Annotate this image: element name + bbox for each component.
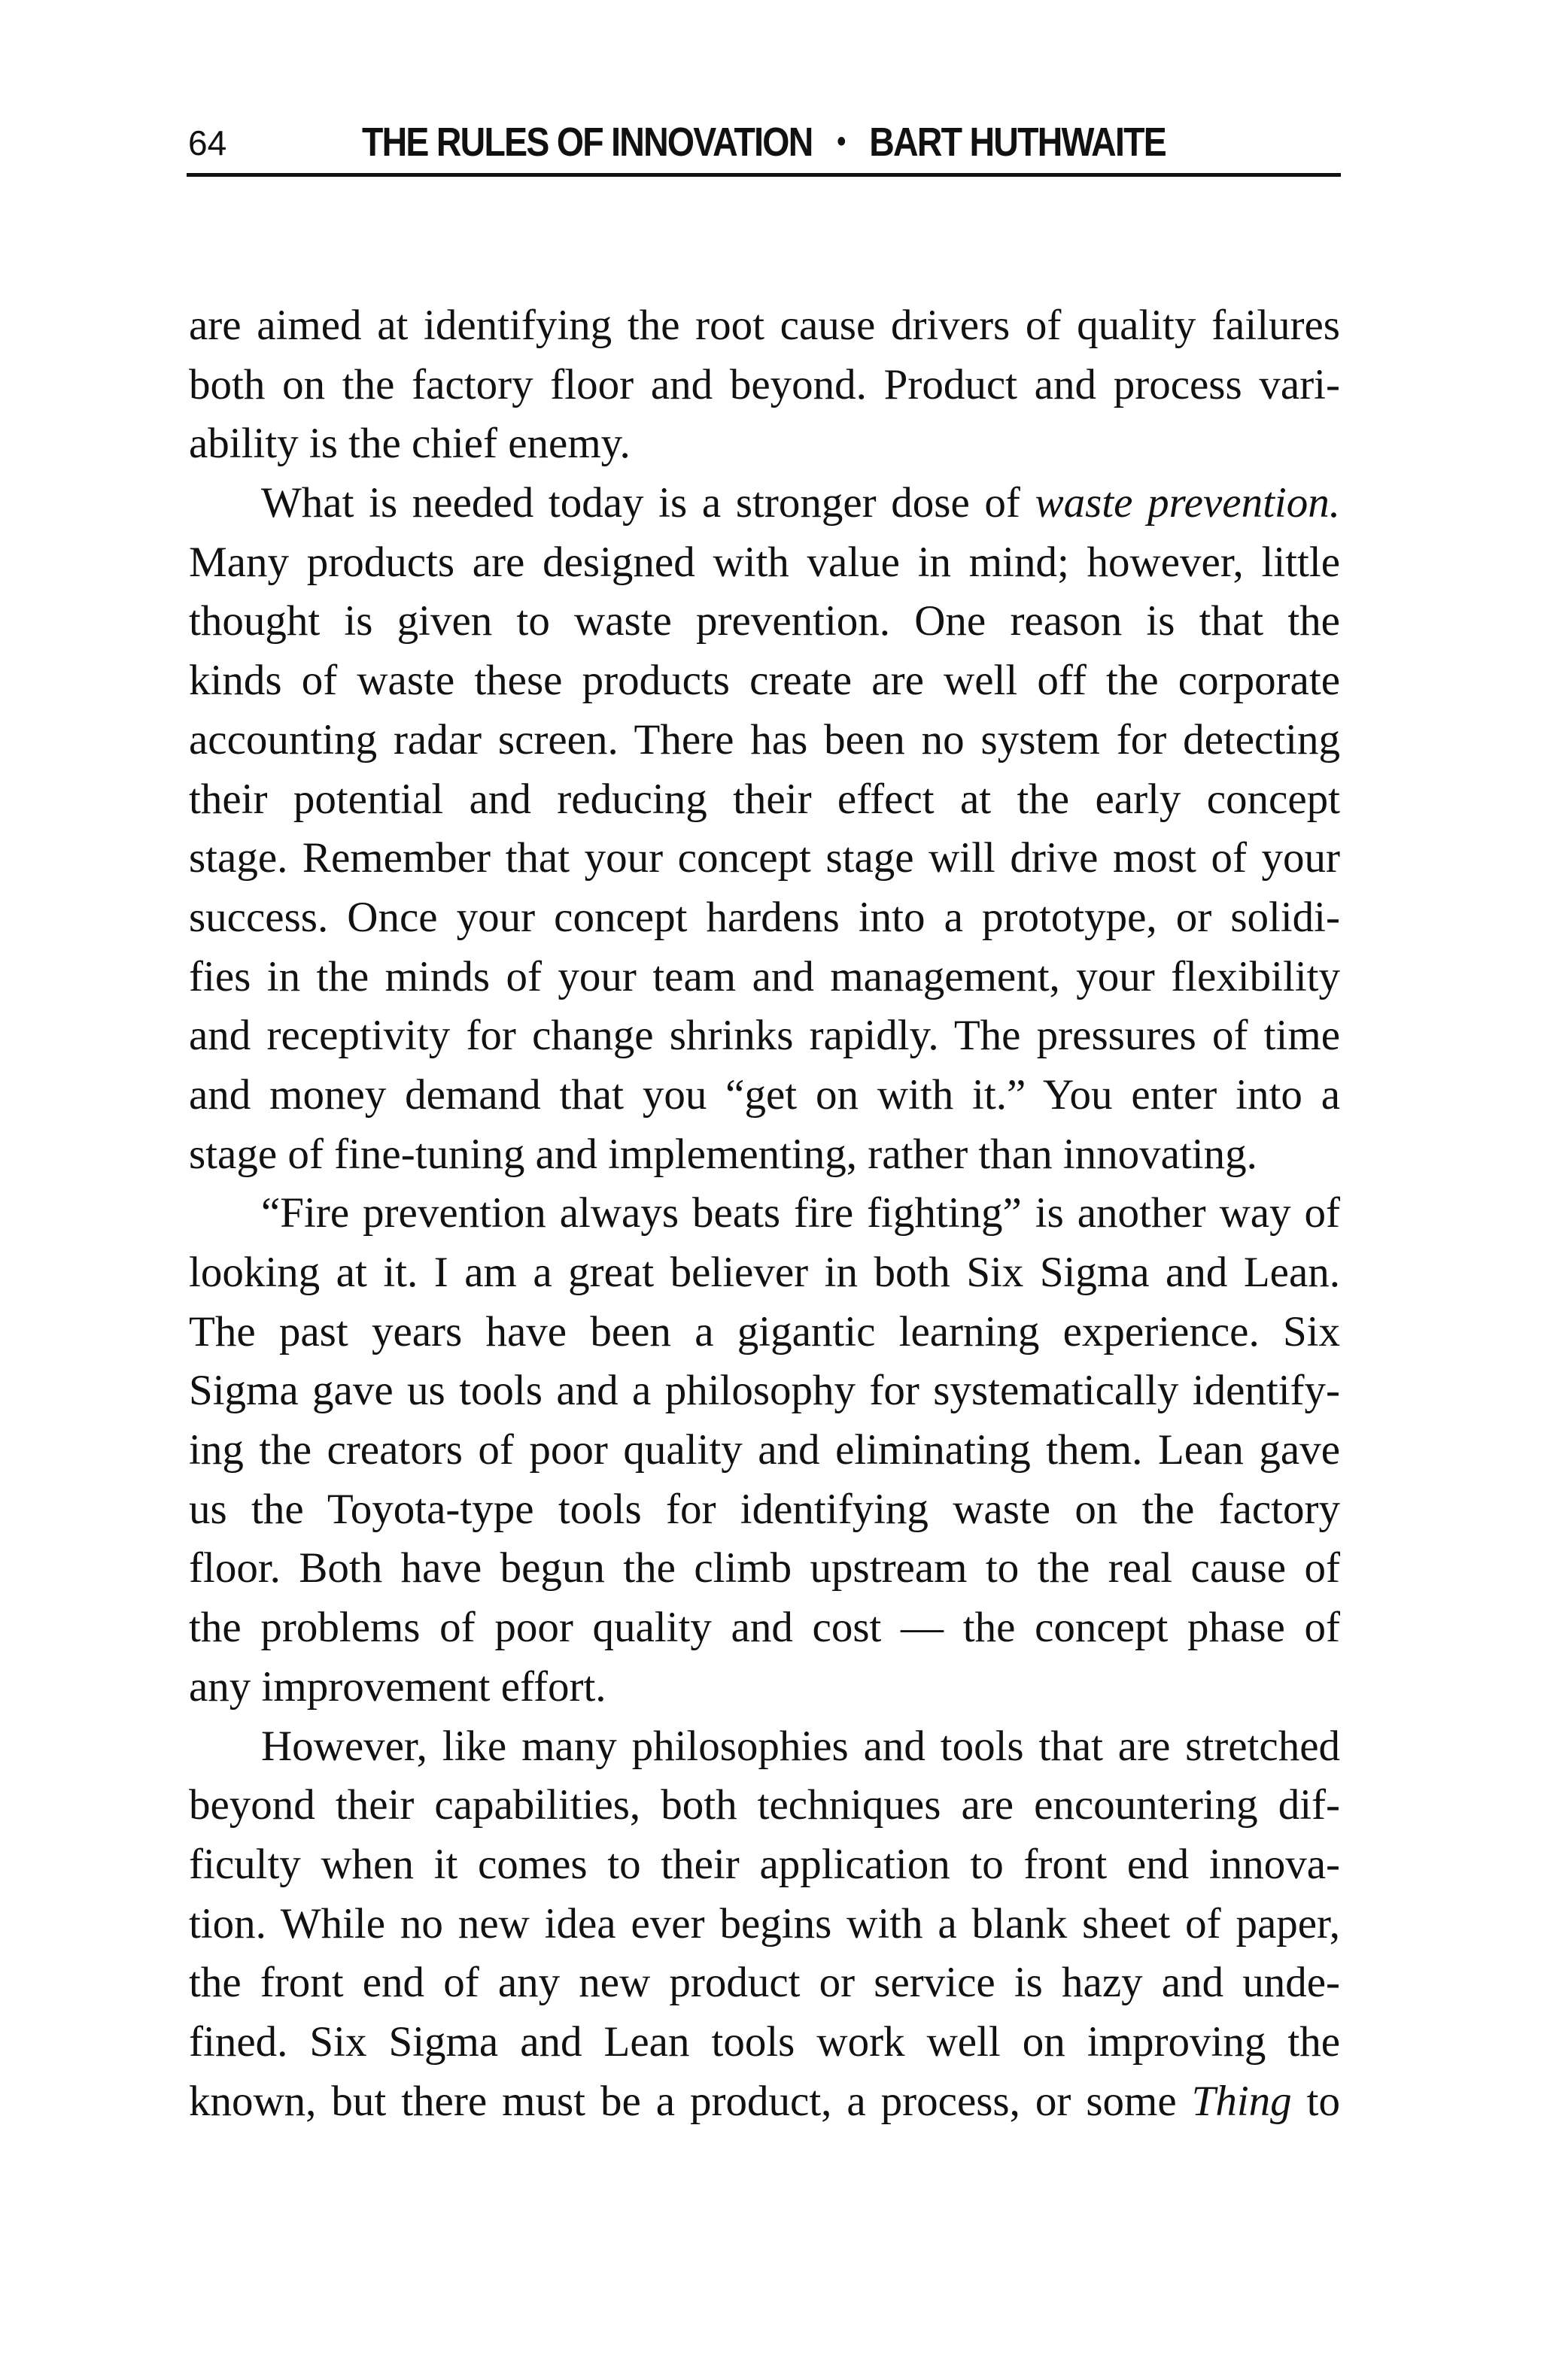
book-title: THE RULES OF INNOVATION xyxy=(361,120,813,165)
text-line: beyond their capabilities, both techniques are encountering dif- xyxy=(189,1781,1340,1829)
text-line xyxy=(189,2072,1340,2132)
header-separator: • xyxy=(837,125,845,158)
text-line: ficulty when it comes to their application to front end innova- xyxy=(189,1840,1340,1888)
text-line: floor. Both have begun the climb upstream to the real cause of xyxy=(189,1544,1340,1592)
text-line: their potential and reducing their effect at the early concept xyxy=(189,775,1340,823)
paragraph-3 xyxy=(189,1184,1340,1717)
text-line: “Fire prevention always beats fire fighting” is another way of xyxy=(261,1189,1340,1237)
text-line: looking at it. I am a great believer in both Six Sigma and Lean. xyxy=(189,1249,1340,1296)
text-line: any improvement effort. xyxy=(189,1662,606,1711)
text-line: kinds of waste these products create are well off the corporate xyxy=(189,657,1340,705)
italic-run: Thing xyxy=(1191,2077,1292,2125)
text-run: known, but there must be a product, a process, or some xyxy=(189,2077,1192,2125)
text-run: What is needed today is a stronger dose of xyxy=(261,479,1035,527)
text-line: fies in the minds of your team and management, your flexibility xyxy=(189,952,1340,1000)
text-line: fined. Six Sigma and Lean tools work well on improving the xyxy=(189,2017,1340,2066)
text-line: the front end of any new product or service is hazy and unde- xyxy=(189,1959,1340,2007)
running-title xyxy=(267,117,1260,166)
page-number: 64 xyxy=(188,123,227,162)
text-line: ing the creators of poor quality and eliminating them. Lean gave xyxy=(189,1426,1340,1474)
text-line: accounting radar screen. There has been no system for detecting xyxy=(189,715,1340,763)
running-header xyxy=(187,113,1341,177)
text-line: ability is the chief enemy. xyxy=(189,420,631,468)
text-line: us the Toyota-type tools for identifying waste on the factory xyxy=(189,1485,1340,1533)
text-line: Many products are designed with value in mind; however, little xyxy=(189,538,1340,586)
author-name: BART HUTHWAITE xyxy=(869,120,1166,165)
text-run: to xyxy=(1291,2077,1340,2125)
italic-run: waste prevention. xyxy=(1035,479,1340,527)
text-line: and receptivity for change shrinks rapidly. The pressures of time xyxy=(189,1012,1340,1060)
text-line xyxy=(189,474,1340,533)
body-text xyxy=(189,296,1340,2131)
text-line: the problems of poor quality and cost — the concept phase of xyxy=(189,1604,1340,1652)
paragraph-4 xyxy=(189,1717,1340,2132)
paragraph-1 xyxy=(189,296,1340,474)
text-line: stage of fine-tuning and implementing, rather than innovating. xyxy=(189,1130,1257,1178)
text-line: thought is given to waste prevention. One reason is that the xyxy=(189,597,1340,645)
text-line: The past years have been a gigantic learning experience. Six xyxy=(189,1307,1340,1355)
text-line: are aimed at identifying the root cause drivers of quality failures xyxy=(189,302,1340,349)
paragraph-2 xyxy=(189,474,1340,1184)
text-line: tion. While no new idea ever begins with a blank sheet of paper, xyxy=(189,1899,1340,1947)
text-line: both on the factory floor and beyond. Product and process vari- xyxy=(189,360,1340,408)
text-line: Sigma gave us tools and a philosophy for systematically identify- xyxy=(189,1367,1340,1415)
text-line: However, like many philosophies and tools that are stretched xyxy=(261,1722,1340,1770)
text-line: and money demand that you “get on with it.” You enter into a xyxy=(189,1070,1340,1119)
text-line: success. Once your concept hardens into a prototype, or solidi- xyxy=(189,893,1340,941)
text-line: stage. Remember that your concept stage will drive most of your xyxy=(189,834,1340,882)
